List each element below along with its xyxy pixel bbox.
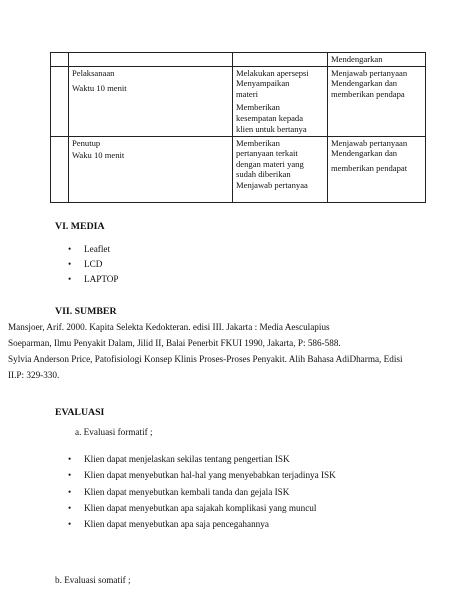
activity-duration: Waktu 10 menit	[72, 83, 127, 94]
cell-text: Mendengarkan dan	[331, 148, 398, 159]
table-cell	[51, 53, 69, 67]
cell-text: Memberikan	[236, 137, 280, 148]
sumber-heading: VII. SUMBER	[55, 306, 117, 317]
activity-stage: Pelaksanaan	[72, 67, 115, 78]
formatif-label: a. Evaluasi formatif ;	[75, 427, 153, 437]
cell-text: dengan materi yang	[236, 158, 304, 169]
cell-text: Menjawab pertanyaan	[331, 67, 408, 78]
activity-table	[50, 52, 426, 203]
table-cell	[69, 66, 233, 136]
list-item: • LAPTOP	[68, 272, 119, 287]
table-cell	[51, 66, 69, 136]
cell-text: Memberikan	[236, 102, 280, 113]
cell-text: kesempatan kepada	[236, 112, 304, 123]
cell-text: memberikan pendapat	[331, 162, 408, 173]
cell-text: Menyampaikan	[236, 78, 290, 89]
table-cell	[69, 136, 233, 202]
table-cell	[233, 136, 328, 202]
cell-text: Mendengarkan	[331, 54, 383, 64]
cell-text: Menjawab pertanyaa	[236, 179, 308, 190]
activity-duration: Waku 10 menit	[72, 150, 125, 161]
list-item: • Klien dapat menyebutkan apa saja pencegahannya	[68, 516, 336, 532]
cell-text: memberikan pendapa	[331, 88, 405, 99]
cell-text: materi	[236, 88, 258, 99]
reference-line: Mansjoer, Arif. 2000. Kapita Selekta Kedokteran. edisi III. Jakarta : Media Aesculapius	[8, 322, 330, 332]
table-cell	[51, 136, 69, 202]
list-item: • Klien dapat menjelaskan sekilas tentang pengertian ISK	[68, 451, 336, 467]
media-heading: VI. MEDIA	[55, 221, 105, 232]
media-list	[68, 242, 119, 287]
cell-text: Menjawab pertanyaan	[331, 137, 408, 148]
cell-text: Melakukan apersepsi	[236, 67, 309, 78]
table-cell	[328, 53, 426, 67]
table-cell	[328, 66, 426, 136]
cell-text: pertanyaan terkait	[236, 148, 298, 159]
activity-stage: Penutup	[72, 137, 101, 148]
reference-line: Soeparman, Ilmu Penyakit Dalam, Jilid II, Balai Penerbit FKUI 1990, Jakarta, P: 586-588.	[8, 338, 341, 348]
sumatif-label: b. Evaluasi somatif ;	[55, 575, 131, 585]
evaluasi-heading: EVALUASI	[55, 407, 105, 418]
cell-text: Mendengarkan dan	[331, 78, 398, 89]
list-item: • Leaflet	[68, 242, 119, 257]
list-item: • Klien dapat menyebutkan apa sajakah komplikasi yang muncul	[68, 500, 336, 516]
table-cell	[69, 53, 233, 67]
table-row	[51, 66, 426, 136]
list-item: • Klien dapat menyebutkan kembali tanda dan gejala ISK	[68, 484, 336, 500]
table-row	[51, 53, 426, 67]
table-cell	[233, 53, 328, 67]
formatif-list	[68, 451, 336, 532]
list-item: • LCD	[68, 257, 119, 272]
cell-text: klien untuk bertanya	[236, 123, 307, 134]
table-cell	[328, 136, 426, 202]
table-row	[51, 136, 426, 202]
table-cell	[233, 66, 328, 136]
list-item: • Klien dapat menyebutkan hal-hal yang menyebabkan terjadinya ISK	[68, 467, 336, 483]
reference-line: Sylvia Anderson Price, Patofisiologi Konsep Klinis Proses-Proses Penyakit. Alih Bahasa AdiDharma, Edisi	[8, 354, 403, 364]
cell-text: sudah diberikan	[236, 169, 291, 180]
reference-line: II.P: 329-330.	[8, 370, 60, 380]
